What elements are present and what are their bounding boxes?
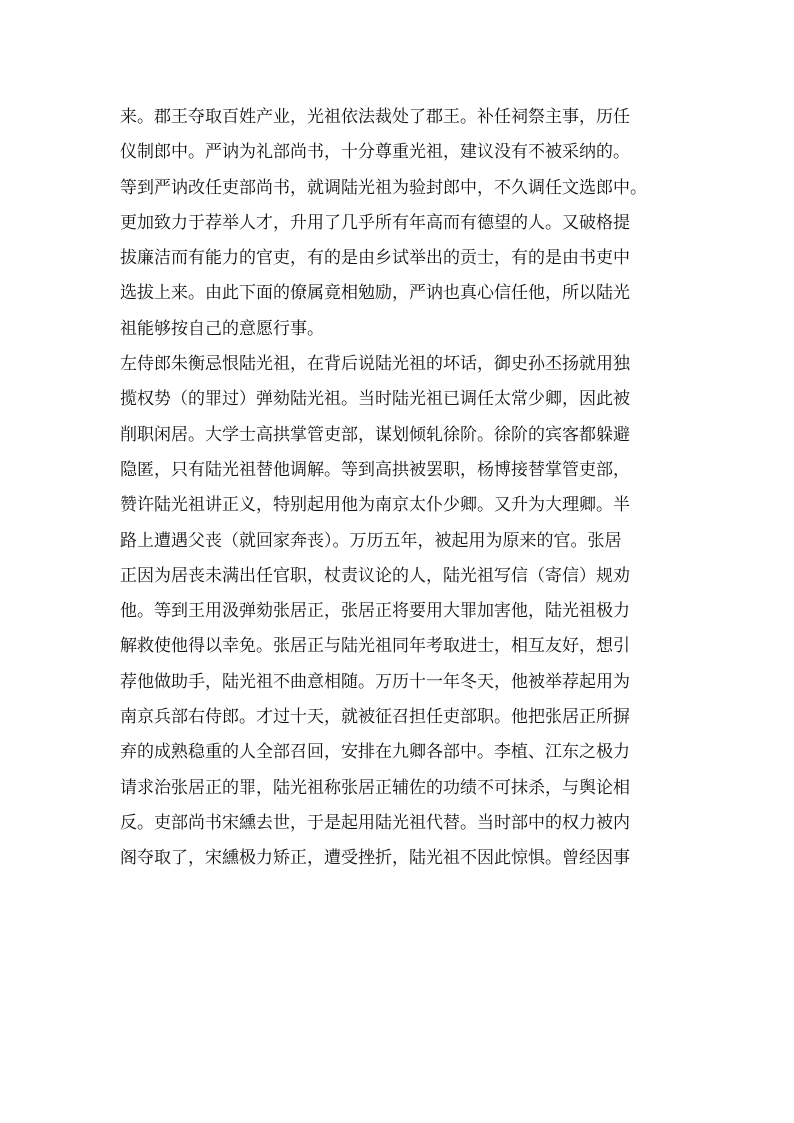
- text-line: 拔廉洁而有能力的官吏，有的是由乡试举出的贡士，有的是由书吏中: [120, 248, 630, 269]
- text-line: 揽权势（的罪过）弹劾陆光祖。当时陆光祖已调任太常少卿，因此被: [120, 389, 630, 410]
- text-line: 他。等到王用汲弹劾张居正，张居正将要用大罪加害他，陆光祖极力: [120, 601, 630, 622]
- text-line: 反。吏部尚书宋纁去世，于是起用陆光祖代替。当时部中的权力被内: [120, 812, 630, 833]
- paragraph: [120, 347, 680, 876]
- text-line: 荐他做助手，陆光祖不曲意相随。万历十一年冬天，他被举荐起用为: [120, 671, 630, 692]
- text-line: 等到严讷改任吏部尚书，就调陆光祖为验封郎中，不久调任文选郎中。: [120, 177, 647, 198]
- text-line: 隐匿，只有陆光祖替他调解。等到高拱被罢职，杨博接替掌管吏部，: [120, 459, 630, 480]
- text-line: 削职闲居。大学士高拱掌管吏部，谋划倾轧徐阶。徐阶的宾客都躲避: [120, 424, 630, 445]
- text-line: 选拔上来。由此下面的僚属竟相勉励，严讷也真心信任他，所以陆光: [120, 283, 630, 304]
- text-line: 来。郡王夺取百姓产业，光祖依法裁处了郡王。补任祠祭主事，历任: [120, 107, 630, 127]
- text-line: 正因为居丧未满出任官职，杖责议论的人，陆光祖写信（寄信）规劝: [120, 565, 630, 586]
- text-line: 南京兵部右侍郎。才过十天，就被征召担任吏部职。他把张居正所摒: [120, 707, 630, 728]
- text-line: 路上遭遇父丧（就回家奔丧）。万历五年，被起用为原来的官。张居: [120, 530, 622, 551]
- text-line: 更加致力于荐举人才，升用了几乎所有年高而有德望的人。又破格提: [120, 212, 630, 233]
- text-line: 仪制郎中。严讷为礼部尚书，十分尊重光祖，建议没有不被采纳的。: [120, 142, 630, 163]
- text-line: 赞许陆光祖讲正义，特别起用他为南京太仆少卿。又升为大理卿。半: [120, 495, 630, 516]
- text-line: 祖能够按自己的意愿行事。: [120, 318, 324, 339]
- text-line: 解救使他得以幸免。张居正与陆光祖同年考取进士，相互友好，想引: [120, 636, 630, 657]
- text-line: 左侍郎朱衡忌恨陆光祖，在背后说陆光祖的坏话，御史孙丕扬就用独: [120, 354, 630, 375]
- text-line: 请求治张居正的罪，陆光祖称张居正辅佐的功绩不可抹杀，与舆论相: [120, 777, 630, 798]
- text-line: 弃的成熟稳重的人全部召回，安排在九卿各部中。李植、江东之极力: [120, 742, 630, 763]
- text-line: 阁夺取了，宋纁极力矫正，遭受挫折，陆光祖不因此惊惧。曾经因事: [120, 848, 630, 869]
- document-page: [120, 100, 680, 877]
- paragraph: [120, 100, 680, 347]
